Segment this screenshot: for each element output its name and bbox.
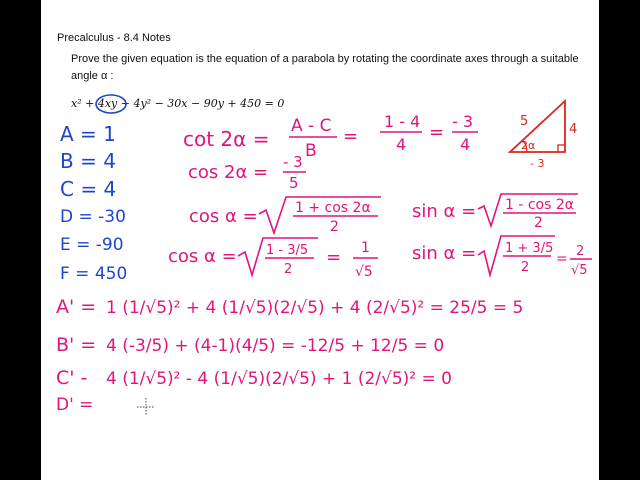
cot-frac2-num: 1 - 4: [384, 112, 421, 131]
sina2-result-num: 2: [576, 244, 585, 259]
d-prime-label: D' =: [56, 395, 94, 415]
cot-frac2-den: 4: [396, 135, 407, 154]
cos2-label: cos 2α =: [188, 162, 269, 183]
coef-f: F = 450: [60, 264, 128, 284]
cosa2-result-den: √5: [355, 264, 373, 280]
b-prime-expr: 4 (-3/5) + (4-1)(4/5) = -12/5 + 12/5 = 0: [106, 336, 445, 356]
coef-a: A = 1: [60, 122, 116, 146]
sina2-den: 2: [521, 260, 530, 275]
cosa2-num: 1 - 3/5: [266, 243, 309, 258]
sina-label: sin α =: [412, 201, 477, 222]
reference-triangle: [510, 101, 577, 170]
triangle-base: - 3: [530, 157, 545, 170]
cot-frac1-den: B: [305, 141, 317, 161]
cot-frac3-den: 4: [460, 135, 471, 154]
problem-statement-angle: angle α :: [71, 70, 114, 82]
highlight-circle: [96, 95, 126, 113]
sina-den: 2: [534, 215, 543, 231]
sina2-result-den: √5: [571, 263, 588, 278]
cosa2-den: 2: [284, 262, 293, 277]
c-prime-expr: 4 (1/√5)² - 4 (1/√5)(2/√5) + 1 (2/√5)² = 0: [106, 369, 452, 389]
cosa-label: cos α =: [189, 206, 258, 227]
cot-frac3-num: - 3: [452, 112, 474, 131]
triangle-hypotenuse: 5: [520, 114, 529, 129]
page-title: Precalculus - 8.4 Notes: [57, 32, 171, 44]
triangle-side: 4: [569, 122, 578, 137]
coef-d: D = -30: [60, 207, 126, 227]
coef-c: C = 4: [60, 177, 117, 201]
cot-frac1-num: A - C: [291, 116, 332, 136]
a-prime-expr: 1 (1/√5)² + 4 (1/√5)(2/√5) + 4 (2/√5)² = 25/5 = 5: [106, 298, 524, 318]
c-prime-label: C' -: [56, 367, 88, 389]
problem-statement: Prove the given equation is the equation of a parabola by rotating the coordinate axes through a suitable: [71, 53, 579, 65]
sina2-label: sin α =: [412, 243, 477, 264]
cosa2-eq: =: [326, 247, 342, 268]
coef-b: B = 4: [60, 149, 116, 173]
cot-eq1: =: [343, 126, 359, 147]
cos2-num: - 3: [283, 153, 303, 171]
cosa2-result-num: 1: [361, 240, 370, 256]
sina-num: 1 - cos 2α: [505, 197, 575, 213]
cot-eq2: =: [429, 122, 445, 143]
cosa2-label: cos α =: [168, 246, 237, 267]
pen-cursor-icon: [137, 398, 155, 416]
coef-e: E = -90: [60, 235, 124, 255]
cosa-num: 1 + cos 2α: [295, 200, 371, 216]
cot-label: cot 2α =: [183, 127, 270, 151]
sina2-eq: =: [556, 251, 568, 267]
given-equation: x² + 4xy + 4y² − 30x − 90y + 450 = 0: [71, 97, 285, 110]
triangle-angle: 2α: [521, 139, 536, 152]
cos2-den: 5: [289, 174, 299, 192]
sina2-num: 1 + 3/5: [505, 241, 554, 256]
b-prime-label: B' =: [56, 334, 97, 356]
a-prime-label: A' =: [56, 296, 97, 318]
cosa-den: 2: [330, 219, 339, 235]
